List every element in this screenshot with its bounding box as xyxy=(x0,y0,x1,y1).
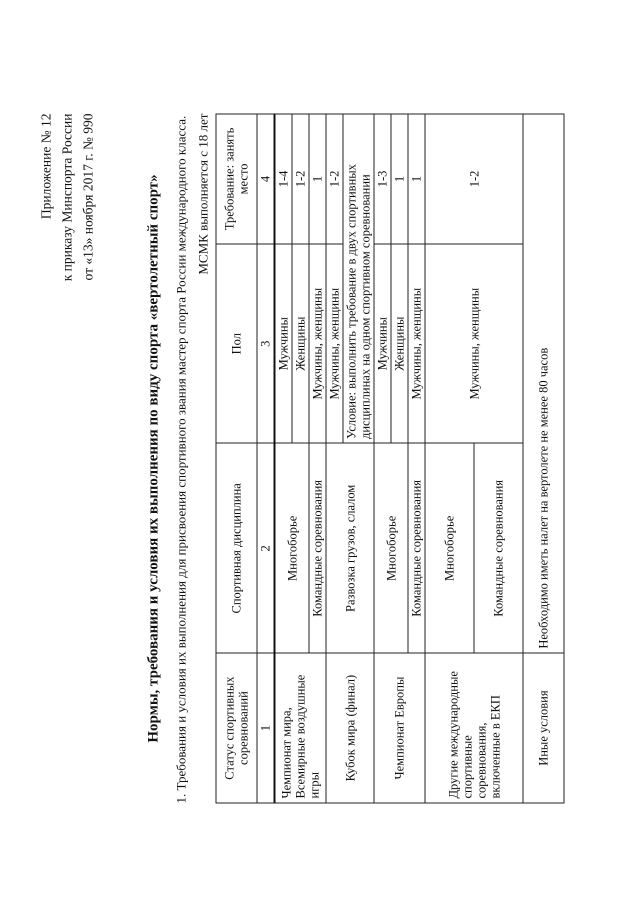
table-row xyxy=(425,114,474,803)
status-other: Другие международные спортивные соревнования, включенные в ЕКП xyxy=(425,653,523,803)
gender-worldcup: Мужчины, женщины xyxy=(326,243,343,443)
gender-europe-team: Мужчины, женщины xyxy=(408,243,425,443)
table-row xyxy=(275,114,293,803)
status-worldcup: Кубок мира (финал) xyxy=(326,653,374,803)
place-europe-team: 1 xyxy=(408,114,425,244)
header-gender: Пол xyxy=(216,243,257,443)
appendix-block xyxy=(36,113,99,373)
header-discipline: Спортивная дисциплина xyxy=(216,443,257,653)
gender-world-men: Мужчины xyxy=(275,243,293,443)
discipline-world-team: Командные соревнования xyxy=(309,443,326,653)
discipline-world-all: Многоборье xyxy=(275,443,310,653)
discipline-europe-all: Многоборье xyxy=(374,443,408,653)
age-note: МСМК выполняется с 18 лет xyxy=(195,113,211,275)
status-misc: Иные условия xyxy=(523,653,564,803)
misc-text: Необходимо иметь налет на вертолете не менее 80 часов xyxy=(523,114,564,653)
place-europe-men: 1-3 xyxy=(374,114,391,244)
status-europe: Чемпионат Европы xyxy=(374,653,425,803)
intro-paragraph: 1. Требования и условия их выполнения для присвоения спортивного звания мастер спорта России международного класса. xyxy=(173,115,189,803)
header-status: Статус спортивных соревнований xyxy=(216,653,257,803)
gender-other: Мужчины, женщины xyxy=(425,243,523,443)
col-number-1: 1 xyxy=(257,653,275,803)
place-world-men: 1-4 xyxy=(275,114,293,244)
discipline-worldcup: Развозка грузов, слалом xyxy=(326,443,374,653)
col-number-3: 3 xyxy=(257,243,275,443)
status-world: Чемпионат мира, Всемирные воздушные игры xyxy=(275,653,327,803)
col-number-2: 2 xyxy=(257,443,275,653)
gender-world-team: Мужчины, женщины xyxy=(309,243,326,443)
discipline-europe-team: Командные соревнования xyxy=(408,443,425,653)
table-row xyxy=(523,114,564,803)
table-header-row xyxy=(216,114,257,803)
gender-europe-men: Мужчины xyxy=(374,243,391,443)
place-worldcup: 1-2 xyxy=(326,114,343,244)
col-number-4: 4 xyxy=(257,114,275,244)
column-number-row xyxy=(257,114,275,803)
header-requirement: Требование: занять место xyxy=(216,114,257,244)
discipline-other-all: Многоборье xyxy=(425,443,474,653)
document-title: Нормы, требования и условия их выполнения по виду спорта «вертолетный спорт» xyxy=(145,173,162,743)
discipline-other-team: Командные соревнования xyxy=(474,443,523,653)
appendix-line-1: Приложение № 12 xyxy=(38,113,54,219)
place-other: 1-2 xyxy=(425,114,523,244)
table-row xyxy=(326,114,343,803)
place-europe-women: 1 xyxy=(391,114,408,244)
gender-europe-women: Женщины xyxy=(391,243,408,443)
condition-worldcup: Условие: выполнить требование в двух спортивных дисциплинах на одном спортивном соревновании xyxy=(343,114,374,444)
place-world-women: 1-2 xyxy=(292,114,309,244)
place-world-team: 1 xyxy=(309,114,326,244)
gender-world-women: Женщины xyxy=(292,243,309,443)
appendix-line-3: от «13» ноября 2017 г. № 990 xyxy=(80,113,96,280)
norms-table xyxy=(216,113,565,803)
table-row xyxy=(374,114,391,803)
rotated-content xyxy=(38,113,553,803)
appendix-line-2: к приказу Минспорта России xyxy=(59,113,75,281)
